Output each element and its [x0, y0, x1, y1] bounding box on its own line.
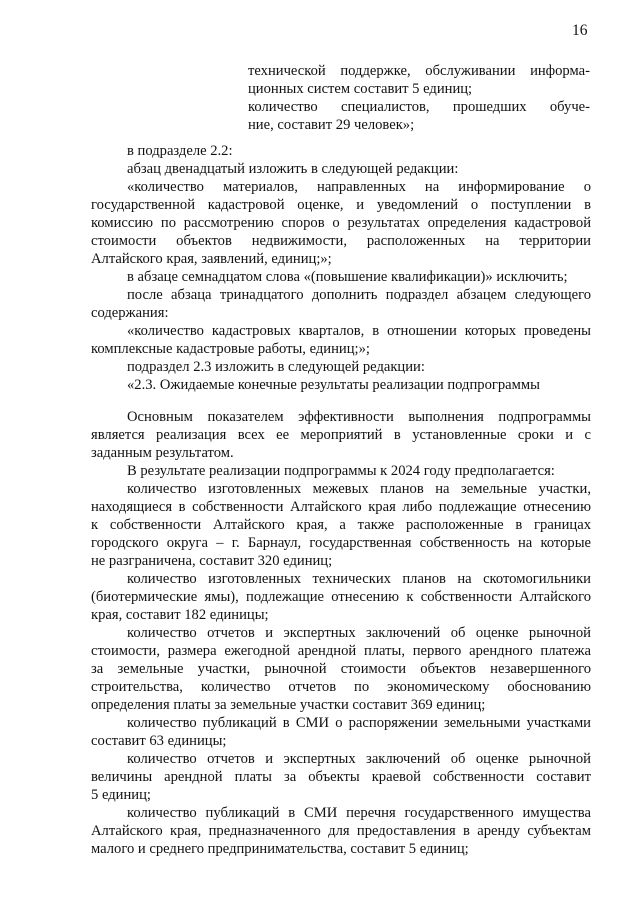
text-line: строительства, количество отчетов по экономическому обоснованию: [91, 679, 591, 695]
text-line: количество изготовленных межевых планов на земельные участки,: [127, 481, 591, 497]
text-line: стоимости объектов недвижимости, расположенных на территории: [91, 233, 591, 249]
text-line: 5 единиц;: [91, 787, 151, 803]
text-line: Алтайского края, предназначенного для предоставления в аренду субъектам: [91, 823, 591, 839]
text-line: В результате реализации подпрограммы к 2024 году предполагается:: [127, 463, 555, 479]
text-line: количество специалистов, прошедших обуче-: [248, 99, 590, 115]
text-line: «количество кадастровых кварталов, в отношении которых проведены: [127, 323, 591, 339]
text-line: стоимости, размера ежегодной арендной платы, первого арендного платежа: [91, 643, 591, 659]
text-line: количество отчетов и экспертных заключений об оценке рыночной: [127, 751, 591, 767]
page-number: 16: [572, 22, 588, 39]
text-line: количество публикаций в СМИ перечня государственного имущества: [127, 805, 591, 821]
text-line: малого и среднего предпринимательства, составит 5 единиц;: [91, 841, 469, 857]
results-section: [91, 408, 591, 858]
text-line: подраздел 2.3 изложить в следующей редакции:: [127, 359, 425, 375]
text-line: находящиеся в собственности Алтайского края либо подлежащие отнесению: [91, 499, 591, 515]
text-line: количество публикаций в СМИ о распоряжении земельными участками: [127, 715, 591, 731]
text-line: содержания:: [91, 305, 169, 321]
text-line: Основным показателем эффективности выполнения подпрограммы: [127, 409, 591, 425]
text-line: количество отчетов и экспертных заключений об оценке рыночной: [127, 625, 591, 641]
text-line: определения платы за земельные участки составит 369 единиц;: [91, 697, 486, 713]
text-line: государственной кадастровой оценке, и уведомлений о поступлении в: [91, 197, 591, 213]
text-line: абзац двенадцатый изложить в следующей редакции:: [127, 161, 459, 177]
text-line: «количество материалов, направленных на информирование о: [127, 179, 591, 195]
text-line: ционных систем составит 5 единиц;: [248, 81, 473, 97]
text-line: ние, составит 29 человек»;: [248, 117, 415, 133]
text-line: края, составит 182 единицы;: [91, 607, 269, 623]
text-line: не разграничена, составит 320 единиц;: [91, 553, 333, 569]
text-line: составит 63 единицы;: [91, 733, 227, 749]
text-line: технической поддержке, обслуживании информа-: [248, 63, 590, 79]
text-line: Алтайского края, заявлений, единиц;»;: [91, 251, 332, 267]
text-line: величины арендной платы за объекты краевой собственности составит: [91, 769, 591, 785]
text-line: (биотермические ямы), подлежащие отнесению к собственности Алтайского: [91, 589, 591, 605]
text-line: заданным результатом.: [91, 445, 234, 461]
text-line: к собственности Алтайского края, а также расположенные в границах: [91, 517, 591, 533]
continuation-block: [248, 62, 590, 134]
text-line: в подразделе 2.2:: [127, 143, 233, 159]
amendments-section: [91, 142, 591, 394]
text-line: городского округа – г. Барнаул, государственная собственность на которые: [91, 535, 591, 551]
text-line: в абзаце семнадцатом слова «(повышение квалификации)» исключить;: [127, 269, 568, 285]
text-line: количество изготовленных технических планов на скотомогильники: [127, 571, 591, 587]
text-line: после абзаца тринадцатого дополнить подраздел абзацем следующего: [127, 287, 591, 303]
text-line: комплексные кадастровые работы, единиц;»;: [91, 341, 370, 357]
text-line: за земельные участки, рыночной стоимости объектов незавершенного: [91, 661, 591, 677]
section-heading: «2.3. Ожидаемые конечные результаты реализации подпрограммы: [127, 377, 540, 393]
text-line: является реализация всех ее мероприятий в установленные сроки и с: [91, 427, 591, 443]
text-line: комиссию по рассмотрению споров о результатах определения кадастровой: [91, 215, 591, 231]
